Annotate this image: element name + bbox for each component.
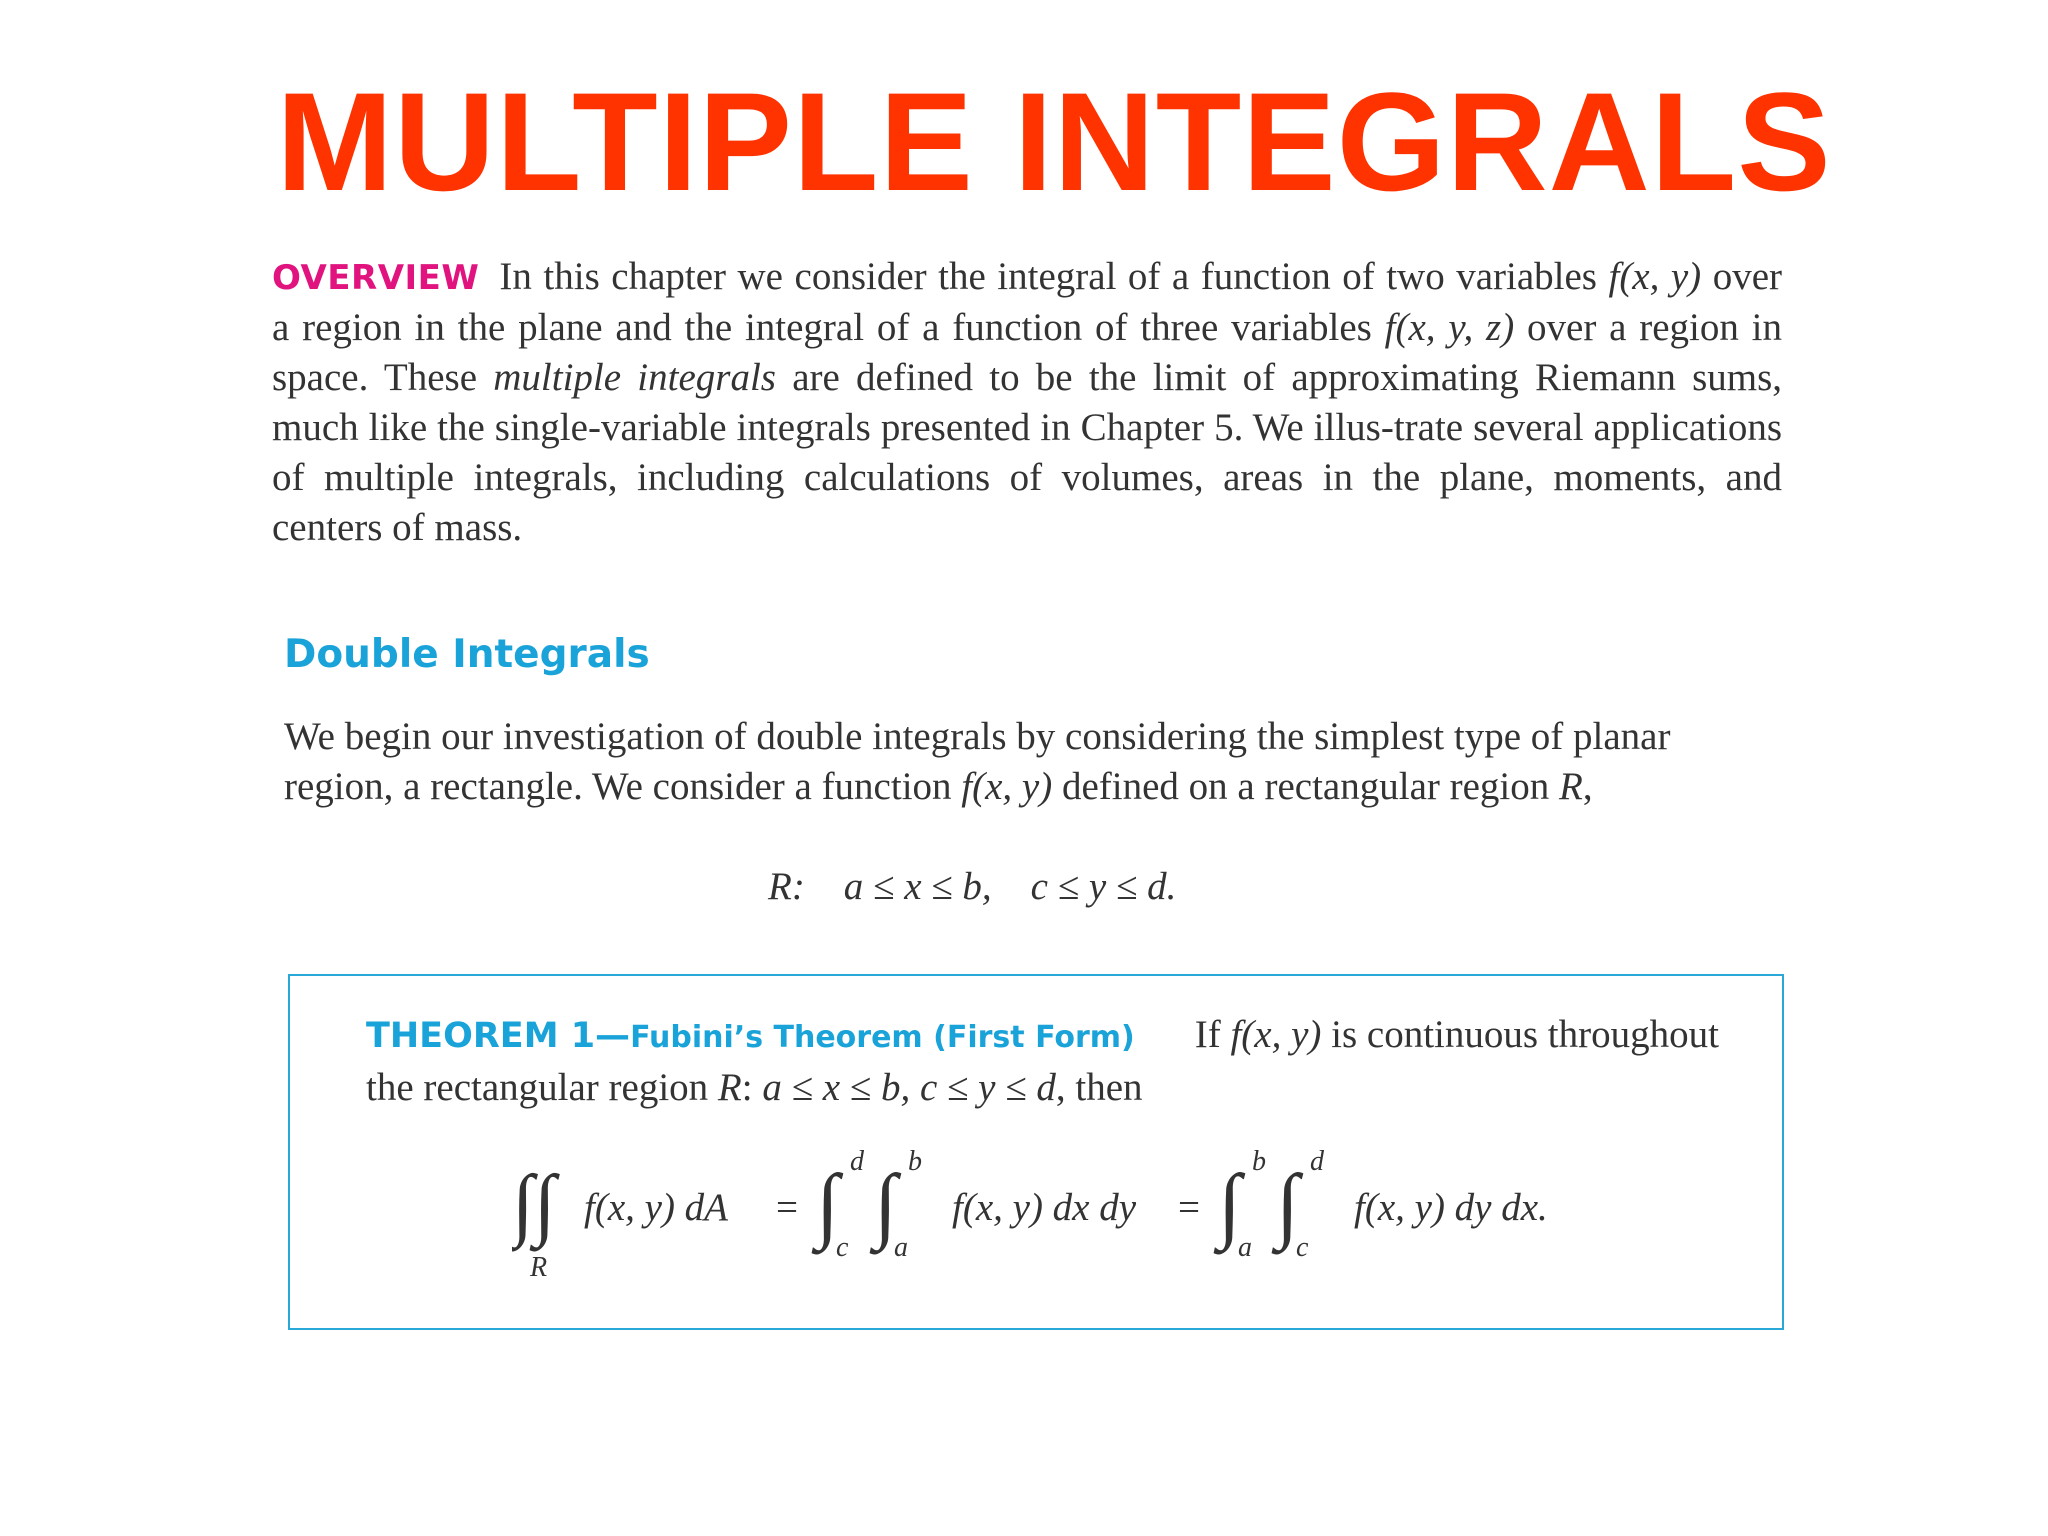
integral-sign-3: ∫	[1218, 1158, 1242, 1251]
intro-paragraph	[284, 712, 1784, 812]
theorem-label: THEOREM 1—	[366, 1016, 631, 1056]
integral-4-upper: d	[1310, 1146, 1324, 1177]
intro-region: R	[1559, 765, 1583, 808]
integral-3-upper: b	[1252, 1146, 1266, 1177]
integral-sign-4: ∫	[1276, 1158, 1300, 1251]
integrand-2: f(x, y) dx dy	[952, 1186, 1137, 1229]
double-integral-sign: ∫∫	[512, 1160, 556, 1248]
theorem-box	[288, 974, 1784, 1330]
overview-text-1: In this chapter we consider the integral of a function of two variables	[499, 255, 1609, 298]
intro-text-1: We begin our investigation of double integrals by considering the simplest type of planar region, a rectangle. We consider a function	[284, 715, 1671, 808]
theorem-function: f(x, y)	[1230, 1013, 1322, 1056]
intro-function: f(x, y)	[961, 765, 1053, 808]
section-heading: Double Integrals	[284, 632, 650, 677]
equals-sign-1: =	[776, 1186, 798, 1229]
equals-sign-2: =	[1178, 1186, 1200, 1229]
theorem-text-2: is continuous throughout the rectangular region	[366, 1013, 1719, 1109]
integral-1-upper: d	[850, 1146, 864, 1177]
integral-4-lower: c	[1296, 1232, 1309, 1263]
integrand-3: f(x, y) dy dx.	[1354, 1186, 1548, 1229]
overview-paragraph	[272, 252, 1782, 553]
theorem-text-1: If	[1194, 1013, 1231, 1056]
theorem-region: R	[717, 1066, 742, 1109]
double-integral-subscript: R	[530, 1252, 548, 1283]
theorem-statement	[366, 1010, 1746, 1113]
intro-text-2: defined on a rectangular region	[1052, 765, 1560, 808]
overview-function-3var: f(x, y, z)	[1384, 306, 1515, 349]
theorem-text-3: :	[741, 1066, 763, 1109]
overview-function-2var: f(x, y)	[1608, 255, 1702, 298]
overview-keyword: OVERVIEW	[272, 258, 480, 298]
overview-text-4: are defined to be the limit of approximating Riemann sums, much like the single-variable integrals presented in Chapter 5. We illus-trate several applications of multiple integrals, including calculations of volumes, areas in the plane, moments, and centers of mass.	[272, 356, 1783, 549]
integral-3-lower: a	[1238, 1232, 1252, 1263]
overview-text-3: over a region in space. These	[272, 306, 1782, 399]
integral-2-upper: b	[908, 1146, 922, 1177]
theorem-condition: a ≤ x ≤ b, c ≤ y ≤ d	[762, 1066, 1056, 1109]
region-definition	[768, 862, 1176, 912]
theorem-text-4: , then	[1055, 1066, 1143, 1109]
overview-text-2: over a region in the plane and the integral of a function of three variables	[272, 255, 1782, 349]
overview-emphasis: multiple integrals	[493, 356, 776, 399]
fubini-formula	[512, 1126, 1712, 1286]
integral-sign-2: ∫	[874, 1158, 898, 1251]
intro-text-3: ,	[1582, 765, 1593, 808]
integrand-1: f(x, y) dA	[584, 1186, 729, 1229]
integral-2-lower: a	[894, 1232, 908, 1263]
theorem-name: Fubini’s Theorem (First Form)	[630, 1020, 1135, 1055]
region-definition-text: R: a ≤ x ≤ b, c ≤ y ≤ d.	[768, 865, 1177, 908]
integral-sign-1: ∫	[816, 1158, 840, 1251]
slide-title: MULTIPLE INTEGRALS	[276, 63, 1832, 220]
integral-1-lower: c	[836, 1232, 849, 1263]
